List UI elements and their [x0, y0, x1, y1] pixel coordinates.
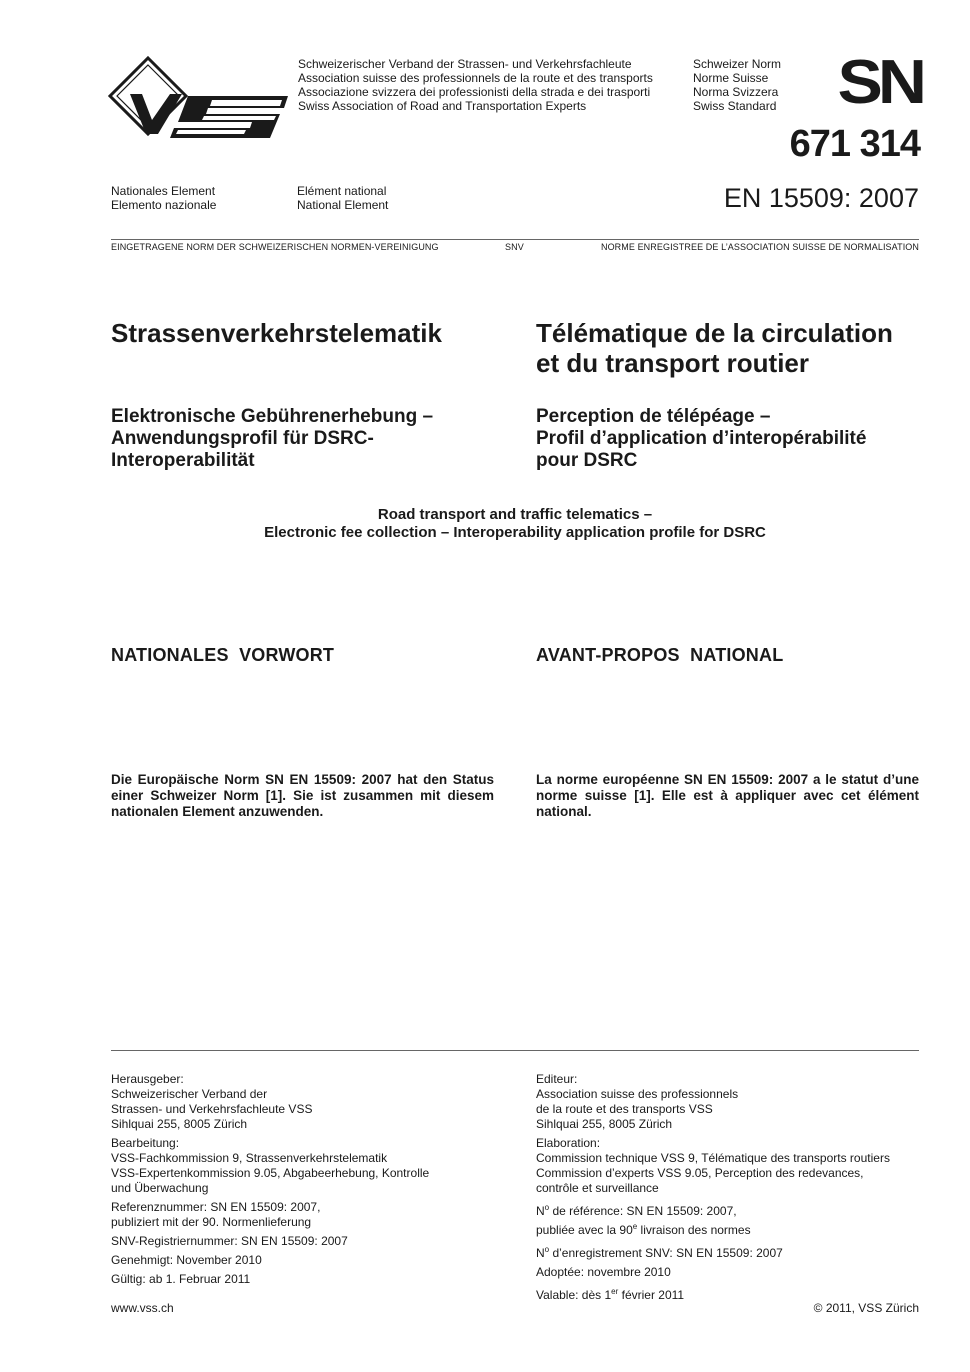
approved-date: Genehmigt: November 2010 [111, 1253, 262, 1267]
footer-divider [111, 1050, 919, 1051]
reference-line2-rest: livraison des normes [637, 1223, 751, 1237]
vss-logo [108, 56, 290, 140]
editing-line: Commission technique VSS 9, Télématique des transports routiers [536, 1151, 890, 1165]
title-en-line: Road transport and traffic telematics – [377, 506, 653, 523]
norm-number: 671 314 [789, 123, 920, 165]
national-element-label: Nationales Element [111, 184, 216, 198]
valid-date: Gültig: ab 1. Februar 2011 [111, 1272, 251, 1286]
subtitle-de-line: Anwendungsprofil für DSRC- [111, 428, 374, 449]
publisher-line: de la route et des transports VSS [536, 1102, 713, 1116]
association-line: Swiss Association of Road and Transportation Experts [298, 99, 587, 113]
editing-label: Elaboration: [536, 1136, 601, 1150]
norm-type-list [693, 57, 781, 113]
registry-mid: SNV [505, 242, 524, 252]
reference-sup: o [544, 1203, 550, 1212]
publisher-line: Sihlquai 255, 8005 Zürich [111, 1117, 248, 1131]
subtitle-fr [536, 406, 866, 472]
website-link[interactable]: www.vss.ch [111, 1301, 174, 1315]
subtitle-de-line: Interoperabilität [111, 450, 255, 471]
publisher-line: Strassen- und Verkehrsfachleute VSS [111, 1102, 313, 1116]
norm-type-line: Norme Suisse [693, 71, 769, 85]
norm-type-line: Swiss Standard [693, 99, 777, 113]
norm-type-line: Norma Svizzera [693, 85, 779, 99]
editing-line: contrôle et surveillance [536, 1181, 659, 1195]
valid-rest: février 2011 [618, 1288, 685, 1302]
editing-line: VSS-Fachkommission 9, Strassenverkehrstelematik [111, 1151, 388, 1165]
publisher-line: Association suisse des professionnels [536, 1087, 739, 1101]
editing-label: Bearbeitung: [111, 1136, 180, 1150]
registration-number [536, 1242, 890, 1261]
association-line: Schweizerischer Verband der Strassen- und Verkehrsfachleute [298, 57, 632, 71]
approved-date: Adoptée: novembre 2010 [536, 1265, 671, 1279]
sn-mark: SN [837, 47, 922, 117]
registry-right: NORME ENREGISTREE DE L’ASSOCIATION SUISSE DE NORMALISATION [600, 242, 919, 252]
foreword-heading-fr: AVANT-PROPOS NATIONAL [536, 645, 784, 665]
vss-logo-icon [108, 56, 290, 140]
registration-rest: d’enregistrement SNV: SN EN 15509: 2007 [549, 1246, 783, 1260]
subtitle-fr-line: pour DSRC [536, 450, 638, 471]
national-element-fr-en [297, 184, 388, 212]
subtitle-de-line: Elektronische Gebührenerhebung – [111, 406, 434, 427]
subtitle-fr-line: Perception de télépéage – [536, 406, 771, 427]
title-fr [536, 318, 893, 378]
title-fr-line: et du transport routier [536, 348, 810, 378]
valid-prefix: Valable: dès 1 [536, 1288, 612, 1302]
registration-prefix: N [536, 1246, 545, 1260]
publisher-label: Herausgeber: [111, 1072, 184, 1086]
reference-prefix: N [536, 1204, 545, 1218]
title-en-line: Electronic fee collection – Interoperability application profile for DSRC [264, 524, 766, 541]
foreword-heading-de: NATIONALES VORWORT [111, 645, 335, 665]
publisher-line: Sihlquai 255, 8005 Zürich [536, 1117, 673, 1131]
editing-line: und Überwachung [111, 1181, 209, 1195]
editing-line: Commission d’experts VSS 9.05, Perception des redevances, [536, 1166, 864, 1180]
title-en [111, 506, 919, 542]
reference-line [536, 1219, 890, 1238]
title-de: Strassenverkehrstelematik [111, 318, 442, 348]
norm-type-line: Schweizer Norm [693, 57, 782, 71]
national-element-de-it [111, 184, 216, 212]
national-element-label: Elément national [297, 184, 387, 198]
reference-line [536, 1200, 890, 1219]
registry-divider [111, 239, 919, 240]
registry-left: EINGETRAGENE NORM DER SCHWEIZERISCHEN NORMEN-VEREINIGUNG [111, 242, 439, 252]
footer-fr [536, 1072, 890, 1303]
copyright: © 2011, VSS Zürich [813, 1301, 919, 1315]
national-element-label: Elemento nazionale [111, 198, 217, 212]
publisher-label: Editeur: [536, 1072, 578, 1086]
subtitle-fr-line: Profil d’application d’interopérabilité [536, 428, 867, 449]
national-element-label: National Element [297, 198, 389, 212]
reference-line: Referenznummer: SN EN 15509: 2007, [111, 1200, 321, 1214]
reference-rest: de référence: SN EN 15509: 2007, [549, 1204, 737, 1218]
association-names [298, 57, 653, 113]
foreword-text-fr: La norme européenne SN EN 15509: 2007 a le statut d’une norme suisse [1]. Elle est à appliquer avec cet élément national. [536, 772, 919, 819]
footer-de [111, 1072, 429, 1287]
reference-line2-prefix: publiée avec la 90 [536, 1223, 633, 1237]
registration-number: SNV-Registriernummer: SN EN 15509: 2007 [111, 1234, 348, 1248]
association-line: Associazione svizzera dei professionisti della strada e dei trasporti [298, 85, 651, 99]
editing-line: VSS-Expertenkommission 9.05, Abgabeerhebung, Kontrolle [111, 1166, 430, 1180]
foreword-text-de: Die Europäische Norm SN EN 15509: 2007 hat den Status einer Schweizer Norm [1]. Sie ist zusammen mit diesem nationalen Element anzuwenden. [111, 772, 494, 819]
subtitle-de [111, 406, 433, 472]
association-line: Association suisse des professionnels de la route et des transports [298, 71, 653, 85]
publisher-line: Schweizerischer Verband der [111, 1087, 268, 1101]
reference-line: publiziert mit der 90. Normenlieferung [111, 1215, 312, 1229]
title-fr-line: Télématique de la circulation [536, 318, 893, 348]
en-number: EN 15509: 2007 [723, 183, 919, 213]
valid-sup: er [611, 1287, 619, 1296]
reference-line2-sup: e [632, 1222, 638, 1231]
registration-sup: o [544, 1245, 550, 1254]
